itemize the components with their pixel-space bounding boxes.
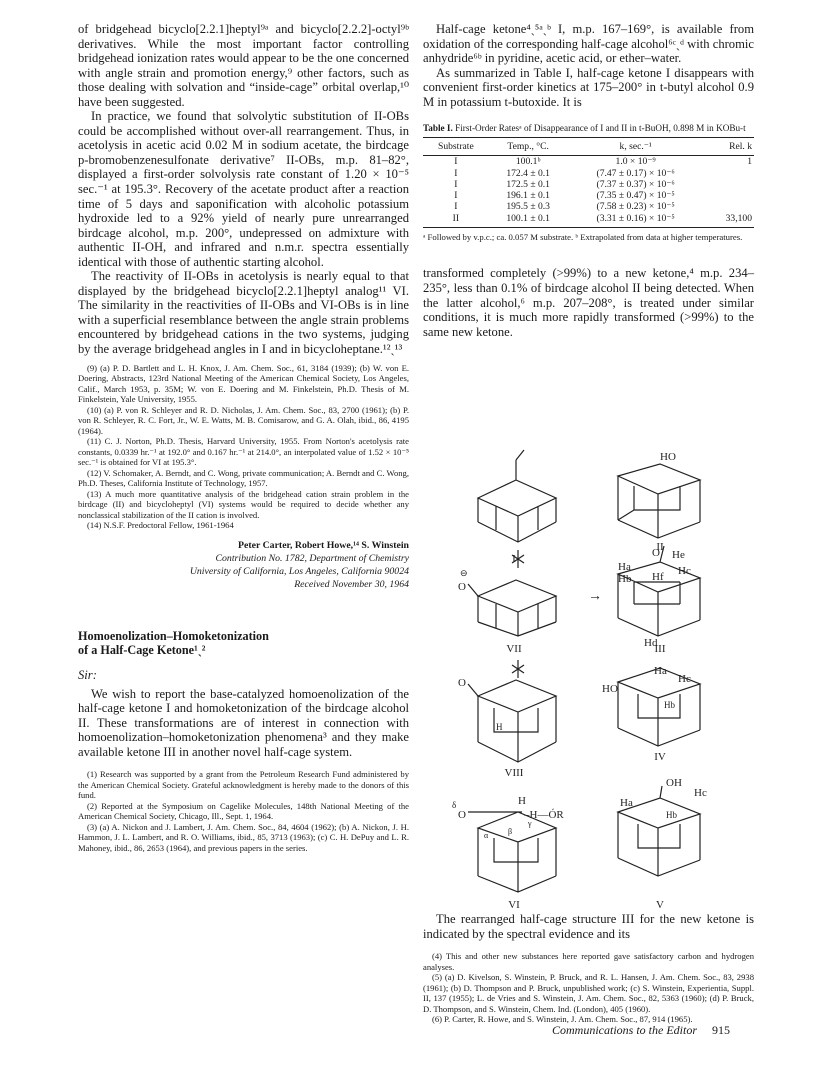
rates-table <box>423 137 754 228</box>
right-paragraph-2: As summarized in Table I, half-cage ketone I disappears with convenient first-order kinetics at 175–200° in t-butyl alcohol 0.9 M in potassium t-butoxide. It is <box>423 65 754 109</box>
table-header-row <box>423 138 754 156</box>
table-header: k, sec.⁻¹ <box>568 138 704 156</box>
table-cell: (7.37 ± 0.37) × 10⁻⁶ <box>596 178 675 190</box>
table-row <box>423 201 754 212</box>
reference-12: (12) V. Schomaker, A. Berndt, and C. Wong, private communication; A. Berndt and C. Wong, Ph.D. Theses, California Institute of Technology, 1957. <box>78 467 409 489</box>
table-cell: II <box>423 213 489 228</box>
table-cell: 195.5 ± 0.3 <box>506 201 550 213</box>
label-VI: VI <box>508 899 520 911</box>
affiliation-line-1: Contribution No. 1782, Department of Chemistry <box>215 552 409 564</box>
label-II: II <box>656 541 664 553</box>
right-column-bottom <box>423 912 754 1025</box>
journal-section: Communications to the Editor <box>552 1023 697 1037</box>
page-number: 915 <box>712 1023 730 1037</box>
table-row <box>423 156 754 168</box>
table-footnote: ᵃ Followed by v.p.c.; ca. 0.057 M substrate. ᵇ Extrapolated from data at higher temperatures. <box>423 232 743 243</box>
right-column <box>423 22 754 339</box>
author-names: Peter Carter, Robert Howe,¹⁴ S. Winstein <box>238 539 409 551</box>
table-caption <box>423 123 754 134</box>
table-cell: 1.0 × 10⁻⁹ <box>615 156 656 168</box>
label-III: III <box>654 643 666 655</box>
label-Hb-V: Hb <box>666 810 677 820</box>
left-paragraph-2: In practice, we found that solvolytic substitution of II-OBs could be accomplished without over-all rearrangement. Thus, in acetolysis in acetic acid 0.02 M in sodium acetate, the birdcage p-bromobenzenesulfonate derivative⁷ II-OBs, m.p. 81–82°, displayed a first-order solvolysis rate constant of 1.20 × 10⁻⁵ sec.⁻¹ at 195.3°. Recovery of the acetate product after a reaction time of 5 days and saponification with alcoholic potassium hydroxide led to a 92% yield of nearly pure unrearranged birdcage alcohol, m.p. 200°, undepressed on admixture with authentic II-OH, and infrared and n.m.r. spectra essentially identical with those of authentic starting alcohol. <box>78 109 409 269</box>
label-V: V <box>656 899 664 911</box>
references-9-14 <box>78 363 409 531</box>
table-cell: I <box>454 178 458 190</box>
label-O-VI: O <box>458 809 466 821</box>
label-gamma: γ <box>528 819 532 828</box>
table-cell: (3.31 ± 0.16) × 10⁻⁵ <box>568 213 704 228</box>
table-cell: I <box>454 190 458 202</box>
label-OH-V: OH <box>666 777 682 789</box>
label-O-III: O <box>652 547 660 559</box>
reference-5: (5) (a) D. Kivelson, S. Winstein, P. Bruck, and R. L. Hansen, J. Am. Chem. Soc., 83, 2938 (1961); (b) D. Thompson and P. Bruck, unpublished work; (c) S. Winstein, Experientia, Suppl. II, 137 (1955); L. de Vries and S. Winstein, J. Am. Chem. Soc., 82, 5363 (1960); (d) P. Bruck, D. Thompson, and S. Winstein, Chem. Ind. (London), 405 (1960). <box>423 972 754 1014</box>
label-Ha-IV: Ha <box>654 665 667 677</box>
reference-10: (10) (a) P. von R. Schleyer and R. D. Nicholas, J. Am. Chem. Soc., 83, 2700 (1961); (b) P. von R. Schleyer, R. C. Fort, Jr., W. E. Watts, M. B. Comisarow, and G. A. Olah, ibid., 86, 4195 (1964). <box>78 404 409 436</box>
label-beta: β <box>508 827 513 836</box>
structure-VI-drawing <box>468 812 556 892</box>
right-paragraph-1: Half-cage ketone⁴ˏ⁵ᵃˏᵇ I, m.p. 167–169°, is available from oxidation of the corresponding half-cage alcohol⁶ᶜˏᵈ with chromic anhydride⁶ᵇ in pyridine, acetic acid, or ether–water. <box>423 22 754 66</box>
table-cell: I <box>454 156 458 168</box>
left-column <box>78 22 409 853</box>
label-VII: VII <box>506 643 522 655</box>
reference-1: (1) Research was supported by a grant from the Petroleum Research Fund administered by the American Chemical Society. Grateful acknowledgment is hereby made to the donors of this fund. <box>78 769 409 801</box>
label-Hb-IV: Hb <box>664 700 675 710</box>
references-4-6 <box>423 951 754 1025</box>
reaction-arrow: → <box>588 589 602 604</box>
label-VIII: VIII <box>504 767 524 779</box>
table-cell: 196.1 ± 0.1 <box>506 190 550 202</box>
label-O-VII: O <box>458 581 466 593</box>
label-HOR-VI: –H––ÓR <box>524 809 564 821</box>
table-cell: 172.5 ± 0.1 <box>506 178 550 190</box>
table-row <box>423 190 754 201</box>
reference-4: (4) This and other new substances here reported gave satisfactory carbon and hydrogen analyses. <box>423 951 754 972</box>
reference-2: (2) Reported at the Symposium on Cagelike Molecules, 148th National Meeting of the American Chemical Society, Chicago, Ill., Sept. 1, 1964. <box>78 800 409 822</box>
table-cell: (7.58 ± 0.23) × 10⁻⁵ <box>596 201 675 213</box>
table-label: Table I. <box>423 123 453 134</box>
label-HO: HO <box>660 451 676 463</box>
table-cell: I <box>454 167 458 179</box>
heading-line-2: of a Half-Cage Ketone¹ˎ² <box>78 643 206 658</box>
structure-III-drawing <box>618 546 700 636</box>
table-header: Substrate <box>423 138 489 156</box>
table-cell <box>704 201 754 212</box>
references-1-3 <box>78 769 409 853</box>
label-Hd: Hd <box>644 637 658 649</box>
label-O-VIII: O <box>458 677 466 689</box>
label-Hc-V: Hc <box>694 787 707 799</box>
salutation: Sir: <box>78 667 97 682</box>
table-row <box>423 179 754 190</box>
page-footer <box>552 1023 730 1038</box>
reference-6: (6) P. Carter, R. Howe, and S. Winstein, J. Am. Chem. Soc., 87, 914 (1965). <box>432 1014 693 1025</box>
structure-VII-drawing <box>468 580 556 636</box>
label-He: He <box>672 549 685 561</box>
table-body <box>423 156 754 228</box>
table-cell <box>704 190 754 201</box>
reference-3: (3) (a) A. Nickon and J. Lambert, J. Am. Chem. Soc., 84, 4604 (1962); (b) A. Nickon, J. H. Hammon, J. L. Lambert, and R. O. Williams, ibid., 85, 3713 (1963); (c) C. H. DePuy and L. R. Mahoney, ibid., 86, 2653 (1964), and previous papers in the series. <box>78 821 409 853</box>
reference-13: (13) A much more quantitative analysis of the bridgehead cation strain problem in the birdcage (II) and bicycloheptyl (VI) systems would be required to decide whether any nonclassical stabilization of the II cation is involved. <box>78 488 409 520</box>
structure-I-drawing <box>478 450 556 542</box>
article-heading <box>78 629 409 658</box>
label-Hb: Hb <box>618 573 632 585</box>
label-Hf: Hf <box>652 571 664 583</box>
table-row <box>423 213 754 228</box>
label-delta: δ <box>452 800 457 810</box>
right-paragraph-3: transformed completely (>99%) to a new ketone,⁴ m.p. 234–235°, less than 0.1% of birdcage alcohol II being detected. When the latter alcohol,⁶ m.p. 207–208°, is treated under similar conditions, it is much more rapidly transformed (>99%) to the same new ketone. <box>423 266 754 339</box>
table-cell: 33,100 <box>704 213 754 228</box>
table-cell: (7.47 ± 0.17) × 10⁻⁶ <box>596 167 675 179</box>
reference-11: (11) C. J. Norton, Ph.D. Thesis, Harvard University, 1955. From Norton's acetolysis rate constants, 0.0339 hr.⁻¹ at 192.0° and 0.167 hr.⁻¹ at 214.0°, an interpolated value of 1.52 × 10⁻⁵ sec.⁻¹ is obtained for VI at 195.3°. <box>78 436 409 468</box>
affiliation-line-2: University of California, Los Angeles, California 90024 <box>189 565 409 577</box>
table-cell: 1 <box>747 156 752 168</box>
label-I: I <box>512 553 516 565</box>
table-cell: 100.1 ± 0.1 <box>489 213 568 228</box>
table-cell <box>704 179 754 190</box>
table-cell: 100.1ᵇ <box>515 156 541 168</box>
structure-VIII-drawing <box>468 680 556 762</box>
table-title: First-Order Ratesᵃ of Disappearance of I and II in t-BuOH, 0.898 M in KOBu-t <box>455 123 746 134</box>
label-neg: ⊖ <box>460 568 468 578</box>
received-date: Received November 30, 1964 <box>294 578 409 590</box>
label-H-VI: H <box>518 795 526 807</box>
label-Hc: Hc <box>678 565 691 577</box>
label-H-VIII: H <box>496 722 503 732</box>
left-paragraph-4: We wish to report the base-catalyzed homoenolization of the half-cage ketone I and homoketonization of the birdcage alcohol II. These transformations are of interest in connection with homoenolization–homoketonization phenomena³ and they make available ketone III in another novel half-cage system. <box>78 686 409 759</box>
table-row <box>423 168 754 179</box>
label-IV: IV <box>654 751 666 763</box>
structure-II-drawing <box>618 464 700 538</box>
table-cell: 172.4 ± 0.1 <box>506 167 550 179</box>
reference-9: (9) (a) P. D. Bartlett and L. H. Knox, J. Am. Chem. Soc., 61, 3184 (1939); (b) W. von E. Doering, Abstracts, 123rd National Meeting of the American Chemical Society, Los Angeles, Calif., March 1953, p. 35M; W. von E. Doering and M. Finkelstein, Ph.D. Thesis of M. Finkelstein, Yale University, 1955. <box>78 362 409 405</box>
table-cell <box>704 168 754 179</box>
heading-line-1: Homoenolization–Homoketonization <box>78 628 269 643</box>
reference-14: (14) N.S.F. Predoctoral Fellow, 1961-1964 <box>87 520 234 531</box>
right-paragraph-4: The rearranged half-cage structure III for the new ketone is indicated by the spectral evidence and its <box>423 912 754 941</box>
chemical-structures-diagram <box>438 446 738 946</box>
label-Ha: Ha <box>618 561 631 573</box>
left-paragraph-3: The reactivity of II-OBs in acetolysis is nearly equal to that displayed by the bridgehead bicyclo[2.2.1]heptyl analog¹¹ VI. The similarity in the reactivities of II-OBs and VI-OBs is in line with a superficial resemblance between the angle strain problems encountered by bridgehead cations in the two systems, judging by the average bridgehead angles in I and in bicycloheptane.¹²ˎ¹³ <box>78 269 409 357</box>
left-paragraph-1: of bridgehead bicyclo[2.2.1]heptyl⁹ᵃ and bicyclo[2.2.2]-octyl⁹ᵇ derivatives. While the most important factor controlling bridgehead ionization rates would appear to be the one concerned with angle strain and promotion energy,⁹ other factors, such as those dealing with solvation and “inside-cage” orbital overlap,¹⁰ have been suggested. <box>78 22 409 109</box>
table-cell: (7.35 ± 0.47) × 10⁻⁵ <box>596 190 675 202</box>
table-header: Temp., °C. <box>489 138 568 156</box>
label-HO-IV: HO <box>602 683 618 695</box>
label-Ha-V: Ha <box>620 797 633 809</box>
signature-block <box>78 539 409 591</box>
table-header: Rel. k <box>704 138 754 156</box>
label-Hc-IV: Hc <box>678 673 691 685</box>
label-alpha: α <box>484 831 489 840</box>
table-cell: I <box>454 201 458 213</box>
